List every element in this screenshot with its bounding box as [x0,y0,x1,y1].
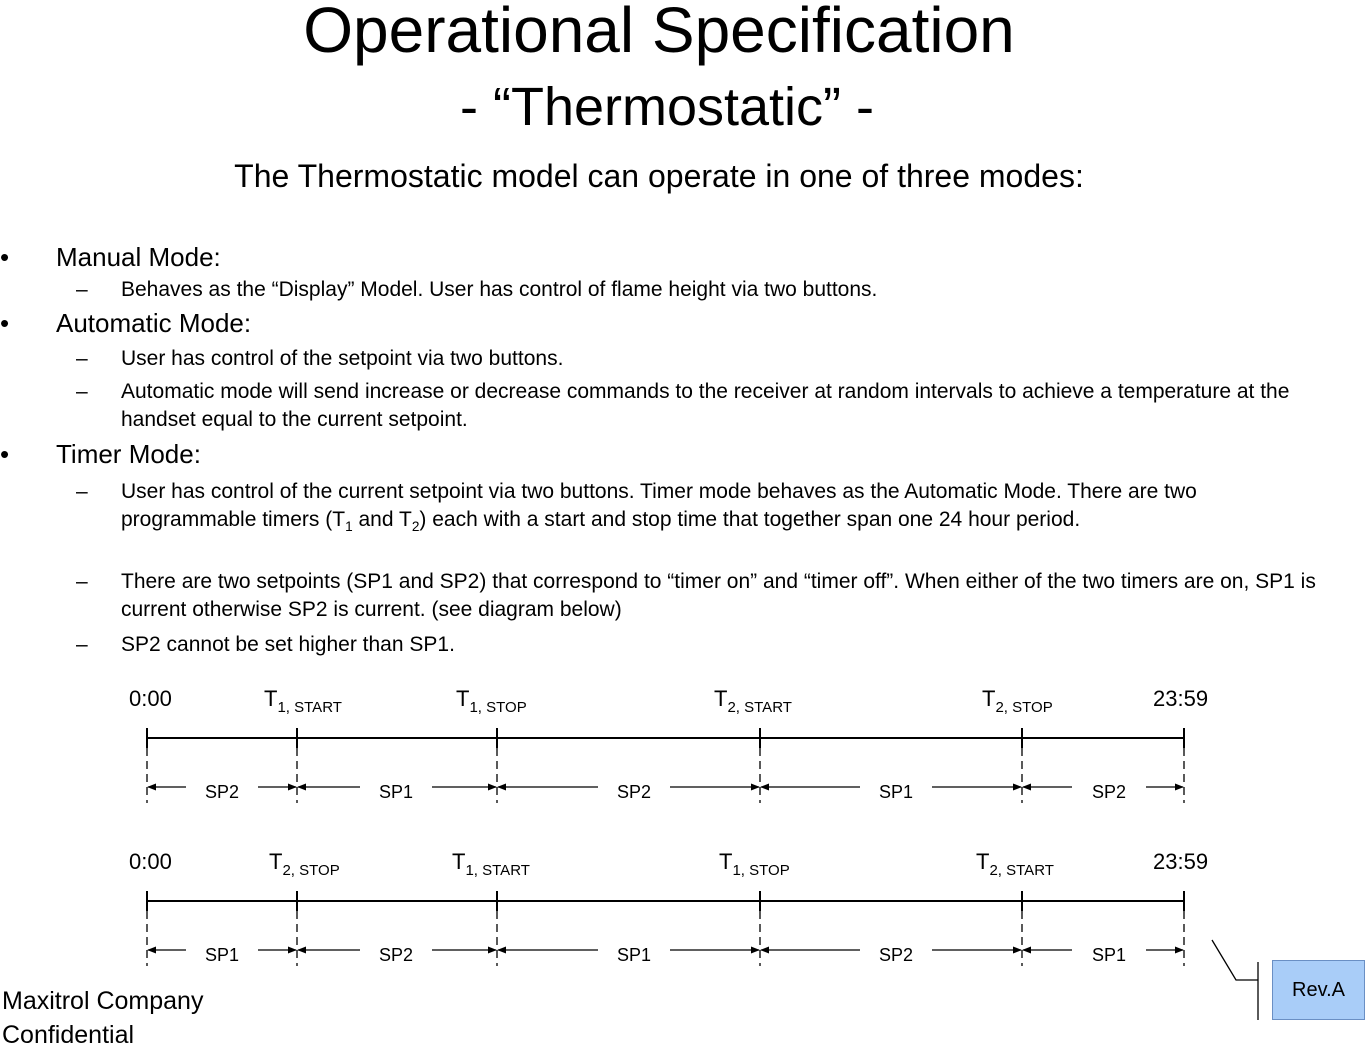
item-text: User has control of the setpoint via two buttons. [121,347,564,370]
marker-subscript: 1, STOP [732,862,790,879]
subscript: 1 [345,518,353,534]
item-text: There are two setpoints (SP1 and SP2) that correspond to “timer on” and “timer off”. When either of the two timers are on, SP1 is current otherwise SP2 is current. (see diagram below) [121,570,1316,621]
dash: – [76,278,88,301]
marker-subscript: 2, STOP [282,862,340,879]
marker-main: T [452,849,466,874]
confidential-label: Confidential [2,1021,135,1049]
timeline-end-label: 23:59 [1153,686,1209,711]
dash: – [76,347,88,370]
marker-subscript: 1, STOP [469,699,527,716]
marker-main: T [982,686,996,711]
segment-label: SP2 [1091,782,1127,802]
segment-label: SP2 [204,782,240,802]
timeline-start-label: 0:00 [129,686,172,711]
item-text-part: and T [352,508,412,531]
marker-subscript: 2, START [989,862,1054,879]
segment-label: SP2 [878,945,914,965]
subscript: 2 [411,518,420,534]
marker-subscript: 1, START [465,862,530,879]
bullet: • [0,439,10,469]
company-name: Maxitrol Company [2,987,204,1015]
footer [2,984,203,1052]
bullet: • [0,308,10,338]
marker-subscript: 2, STOP [995,699,1053,716]
marker-main: T [719,849,733,874]
marker-subscript: 1, START [277,699,342,716]
page-title: Operational Specification [303,0,1015,66]
timeline-end-label: 23:59 [1153,849,1209,874]
segment-label: SP2 [616,782,652,802]
segment-label: SP2 [378,945,414,965]
segment-label: SP1 [204,945,240,965]
intro-text: The Thermostatic model can operate in one of three modes: [234,158,1084,194]
item-text: Automatic mode will send increase or decrease commands to the receiver at random intervals to achieve a temperature at the handset equal to the current setpoint. [121,380,1290,431]
dash: – [76,570,88,593]
marker-main: T [264,686,278,711]
dash: – [76,480,88,503]
bullet: • [0,242,10,272]
segment-label: SP1 [378,782,414,802]
item-text: Behaves as the “Display” Model. User has control of flame height via two buttons. [121,278,878,301]
segment-label: SP1 [1091,945,1127,965]
dash: – [76,633,88,656]
mode-name: Manual Mode: [56,242,221,272]
marker-subscript: 2, START [727,699,792,716]
marker-main: T [714,686,728,711]
marker-main: T [456,686,470,711]
page-subtitle: - “Thermostatic” - [459,77,875,137]
revision-badge: Rev.A [1272,960,1365,1020]
mode-name: Automatic Mode: [56,308,252,338]
segment-label: SP1 [616,945,652,965]
marker-main: T [976,849,990,874]
item-text-part: User has control of the current setpoint via two buttons. Timer mode behaves as the Automatic Mode. There are two programmable timers (T [121,480,1197,531]
timeline-start-label: 0:00 [129,849,172,874]
marker-main: T [269,849,283,874]
item-text-part: ) each with a start and stop time that together span one 24 hour period. [419,508,1081,531]
segment-label: SP1 [878,782,914,802]
dash: – [76,380,88,403]
mode-name: Timer Mode: [56,439,201,469]
item-text: SP2 cannot be set higher than SP1. [121,633,455,656]
